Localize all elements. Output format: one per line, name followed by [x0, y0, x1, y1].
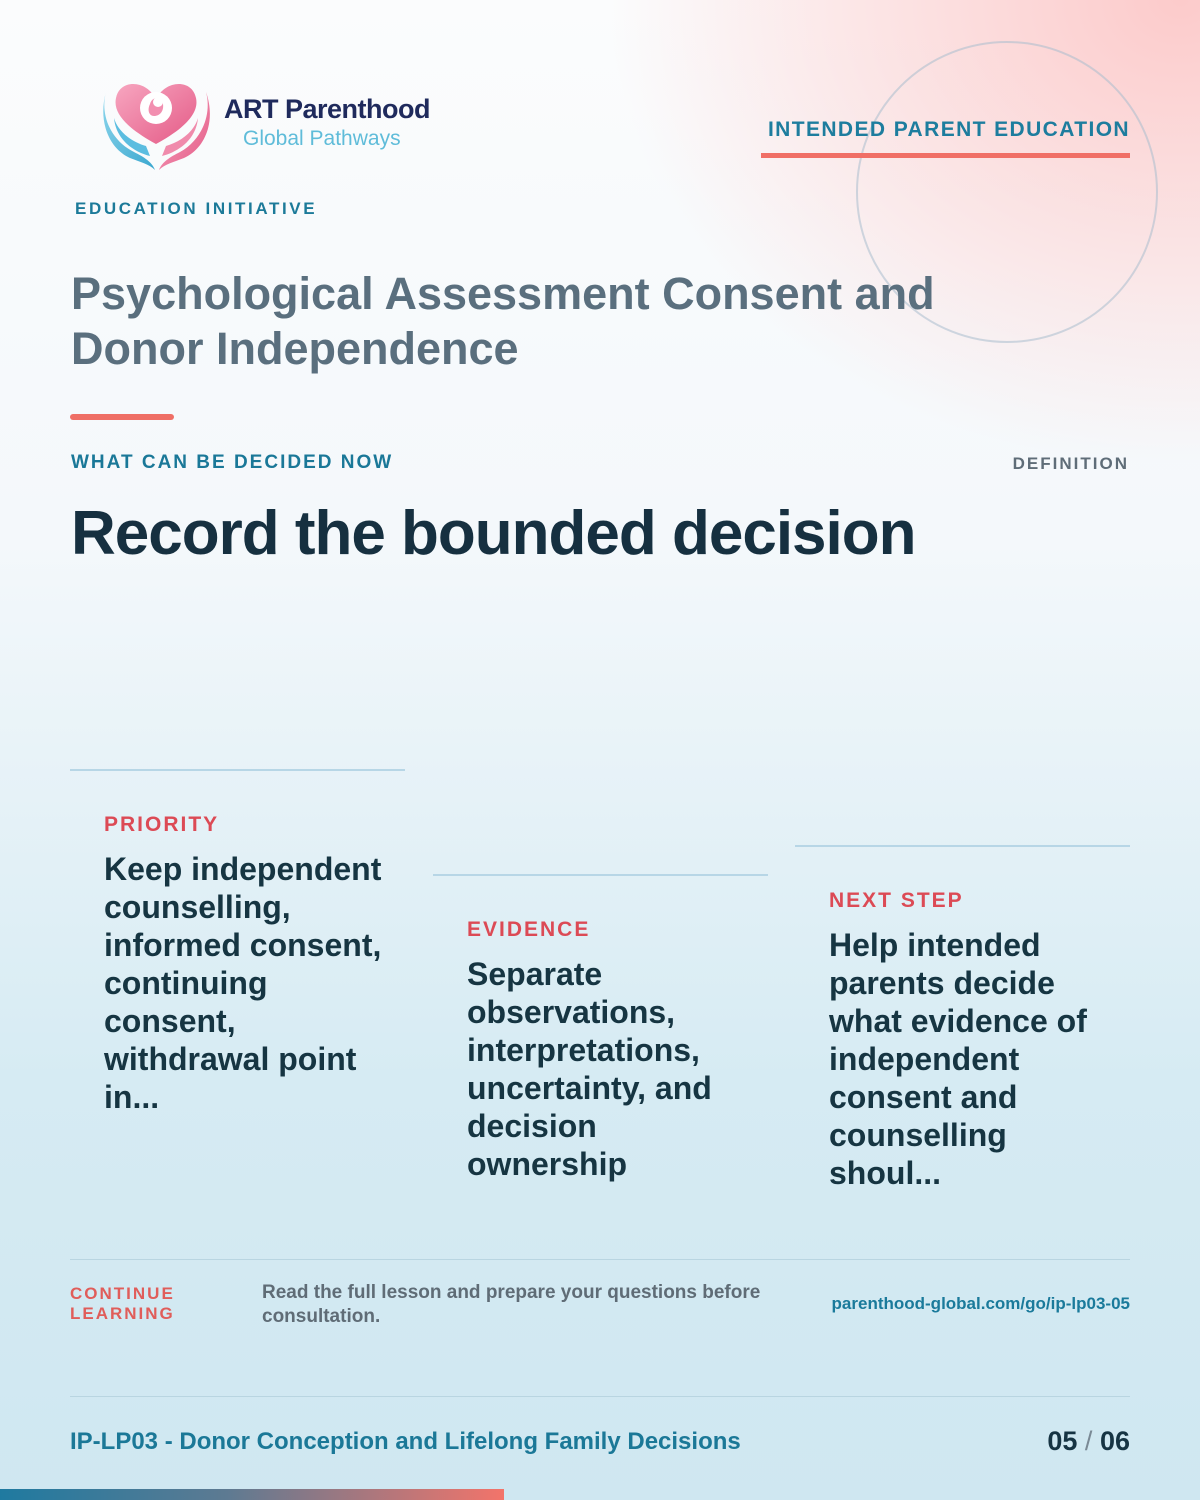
page-indicator	[1047, 1426, 1130, 1457]
brand-name: ART Parenthood	[224, 94, 430, 124]
course-title: IP-LP03 - Donor Conception and Lifelong Family Decisions	[70, 1428, 741, 1455]
header-label: INTENDED PARENT EDUCATION	[767, 118, 1130, 141]
section-heading: Record the bounded decision	[71, 499, 916, 568]
initiative-label: EDUCATION INITIATIVE	[75, 199, 318, 218]
priority-card	[70, 769, 405, 1201]
continue-learning-label: CONTINUE LEARNING	[70, 1284, 175, 1323]
brand-logo	[100, 74, 445, 174]
divider	[70, 1396, 1130, 1397]
card-label: EVIDENCE	[467, 918, 591, 941]
progress-bar	[0, 1489, 504, 1500]
section-label: WHAT CAN BE DECIDED NOW	[71, 452, 394, 473]
card-text: Separate observations, interpretations, uncertainty, and decision ownership	[467, 956, 712, 1182]
title-accent-bar	[70, 414, 174, 420]
section-type-label: DEFINITION	[1012, 454, 1129, 473]
evidence-card	[433, 874, 768, 1196]
lesson-link[interactable]: parenthood-global.com/go/ip-lp03-05	[831, 1294, 1130, 1313]
card-label: PRIORITY	[104, 813, 220, 836]
brand-subtitle: Global Pathways	[243, 127, 401, 150]
next-step-card	[795, 845, 1130, 1197]
continue-learning-text: Read the full lesson and prepare your questions before consultation.	[262, 1282, 761, 1327]
page-total: 06	[1099, 1426, 1130, 1456]
card-label: NEXT STEP	[829, 889, 964, 912]
lesson-title: Psychological Assessment Consent and Donor Independence	[71, 268, 935, 374]
page-separator: /	[1084, 1426, 1093, 1456]
card-text: Help intended parents decide what evidence of independent consent and counselling shoul...	[829, 927, 1087, 1191]
divider	[70, 1259, 1130, 1260]
page-current: 05	[1047, 1426, 1078, 1456]
heart-hands-baby-icon	[100, 74, 214, 174]
card-text: Keep independent counselling, informed consent, continuing consent, withdrawal point in...	[104, 851, 382, 1115]
header-underline	[761, 153, 1130, 158]
